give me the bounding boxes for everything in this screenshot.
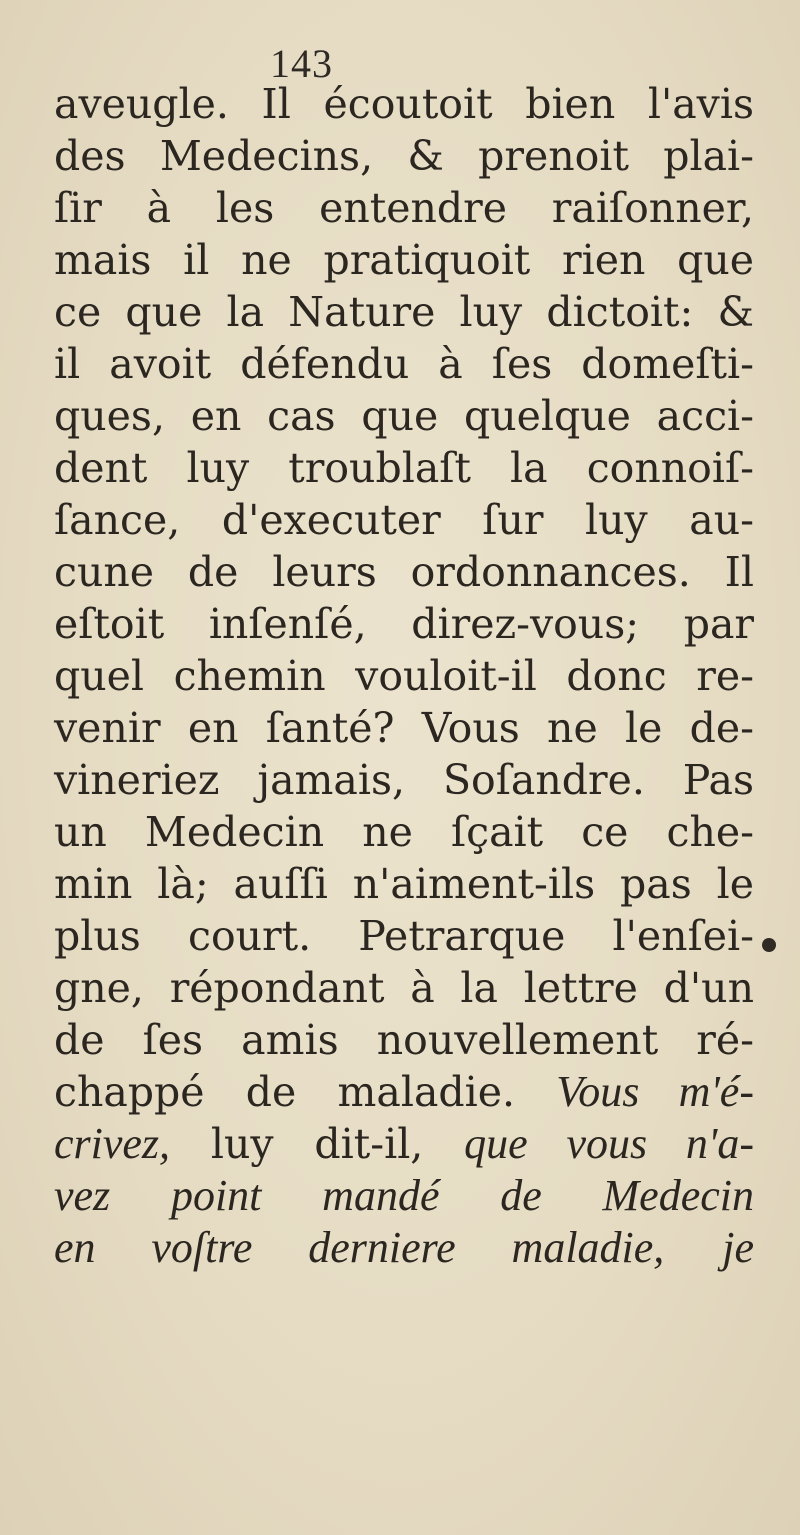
text-line: ques, en cas que quelque acci- — [54, 392, 754, 440]
text-line: il avoit défendu à ſes domeſti- — [54, 340, 754, 388]
text-line: vineriez jamais, Soſandre. Pas — [54, 756, 754, 804]
italic-run: que vous n'a- — [464, 1119, 754, 1168]
body-text — [54, 78, 754, 1274]
text-line: venir en ſanté? Vous ne le de- — [54, 704, 754, 752]
roman-run: luy dit-il, — [210, 1120, 424, 1168]
roman-run: chappé de maladie. — [54, 1068, 516, 1116]
text-line: de ſes amis nouvellement ré- — [54, 1016, 754, 1064]
italic-run: Vous m'é- — [556, 1067, 754, 1116]
text-line: gne, répondant à la lettre d'un — [54, 964, 754, 1012]
italic-run: en voſtre derniere maladie, — [54, 1223, 665, 1272]
text-line: dent luy troublaſt la connoiſ- — [54, 444, 754, 492]
text-line-mixed — [54, 1066, 754, 1118]
text-line-italic: vez point mandé de Medecin — [54, 1171, 754, 1220]
text-line: mais il ne pratiquoit rien que — [54, 236, 754, 284]
text-line-mixed — [54, 1222, 754, 1274]
ink-spot — [762, 938, 776, 952]
text-line: plus court. Petrarque l'enſei- — [54, 912, 754, 960]
text-line: un Medecin ne ſçait ce che- — [54, 808, 754, 856]
text-line: ſance, d'executer ſur luy au- — [54, 496, 754, 544]
text-line-mixed — [54, 1118, 754, 1170]
text-line: ſir à les entendre raiſonner, — [54, 184, 754, 232]
text-line: eſtoit inſenſé, direz-vous; par — [54, 600, 754, 648]
page-number: 143 — [270, 41, 333, 86]
text-line: cune de leurs ordonnances. Il — [54, 548, 754, 596]
text-line: ce que la Nature luy dictoit: & — [54, 288, 754, 336]
italic-run: je — [722, 1223, 754, 1272]
text-line: aveugle. Il écoutoit bien l'avis — [54, 80, 754, 128]
text-line: quel chemin vouloit-il donc re- — [54, 652, 754, 700]
italic-run: crivez, — [54, 1119, 171, 1168]
text-line: min là; auſſi n'aiment-ils pas le — [54, 860, 754, 908]
text-line: des Medecins, & prenoit plai- — [54, 132, 754, 180]
